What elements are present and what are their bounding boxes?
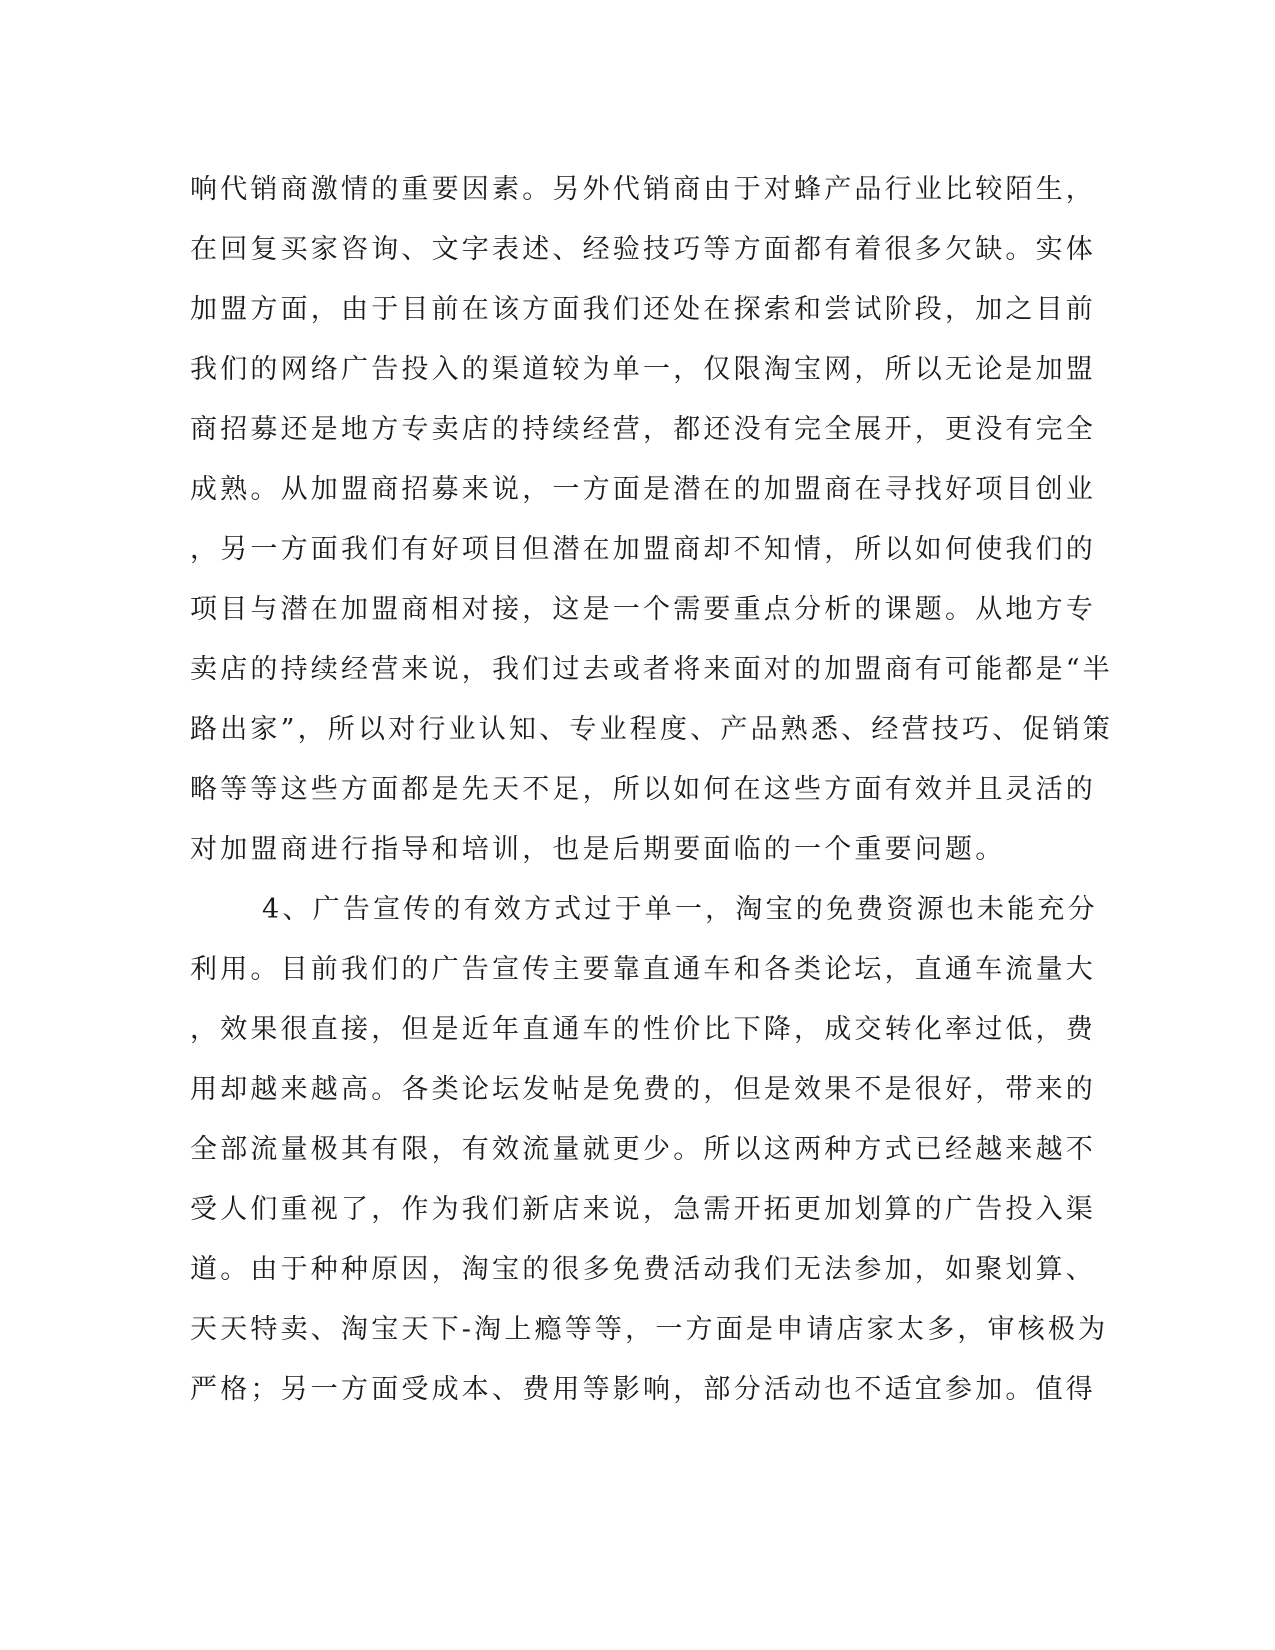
body-text bbox=[190, 160, 1114, 1420]
text-line: 用却越来越高。各类论坛发帖是免费的，但是效果不是很好，带来的 bbox=[190, 1074, 1096, 1105]
text-line: 我们的网络广告投入的渠道较为单一，仅限淘宝网，所以无论是加盟 bbox=[190, 354, 1096, 385]
text-line: 天天特卖、淘宝天下-淘上瘾等等，一方面是申请店家太多，审核极为 bbox=[190, 1314, 1109, 1345]
text-line: 对加盟商进行指导和培训，也是后期要面临的一个重要问题。 bbox=[190, 834, 1006, 865]
text-line: 在回复买家咨询、文字表述、经验技巧等方面都有着很多欠缺。实体 bbox=[190, 234, 1096, 265]
text-line: 路出家”，所以对行业认知、专业程度、产品熟悉、经营技巧、促销策 bbox=[190, 714, 1114, 745]
text-line: 响代销商激情的重要因素。另外代销商由于对蜂产品行业比较陌生， bbox=[190, 174, 1096, 205]
text-line: 项目与潜在加盟商相对接，这是一个需要重点分析的课题。从地方专 bbox=[190, 594, 1096, 625]
text-line: 严格；另一方面受成本、费用等影响，部分活动也不适宜参加。值得 bbox=[190, 1374, 1096, 1405]
paragraph-start-line: 4、广告宣传的有效方式过于单一，淘宝的免费资源也未能充分 bbox=[262, 894, 1098, 925]
text-line: 商招募还是地方专卖店的持续经营，都还没有完全展开，更没有完全 bbox=[190, 414, 1096, 445]
text-line: 全部流量极其有限，有效流量就更少。所以这两种方式已经越来越不 bbox=[190, 1134, 1096, 1165]
text-line: 加盟方面，由于目前在该方面我们还处在探索和尝试阶段，加之目前 bbox=[190, 294, 1096, 325]
text-line: 成熟。从加盟商招募来说，一方面是潜在的加盟商在寻找好项目创业 bbox=[190, 474, 1096, 505]
text-line: ，另一方面我们有好项目但潜在加盟商却不知情，所以如何使我们的 bbox=[190, 534, 1096, 565]
text-line: 受人们重视了，作为我们新店来说，急需开拓更加划算的广告投入渠 bbox=[190, 1194, 1096, 1225]
text-line: 利用。目前我们的广告宣传主要靠直通车和各类论坛，直通车流量大 bbox=[190, 954, 1096, 985]
text-line: 道。由于种种原因，淘宝的很多免费活动我们无法参加，如聚划算、 bbox=[190, 1254, 1096, 1285]
text-line: 略等等这些方面都是先天不足，所以如何在这些方面有效并且灵活的 bbox=[190, 774, 1096, 805]
text-line: 卖店的持续经营来说，我们过去或者将来面对的加盟商有可能都是“半 bbox=[190, 654, 1114, 685]
text-line: ，效果很直接，但是近年直通车的性价比下降，成交转化率过低，费 bbox=[190, 1014, 1096, 1045]
